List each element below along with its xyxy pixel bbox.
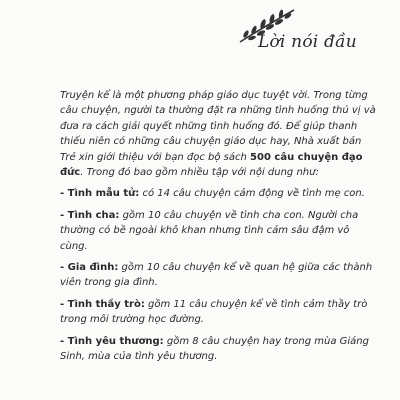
list-item: - Tình yêu thương: gồm 8 câu chuyện hay trong mùa Giáng Sinh, mùa của tình yêu thương. — [60, 335, 369, 363]
page-heading: Lời nói đầu — [258, 32, 357, 52]
list-item: - Tình mẫu tử: có 14 câu chuyện cảm động về tình mẹ con. — [60, 188, 365, 200]
list-item: - Gia đình: gồm 10 câu chuyện kể về quan hệ giữa các thành viên trong gia đình. — [60, 262, 373, 289]
preface-text — [60, 88, 378, 371]
list-item: - Tình cha: gồm 10 câu chuyện về tình cha con. Người cha thường có bề ngoài khô khan nhưng tình cảm sâu đậm vô cùng. — [60, 209, 359, 252]
book-series-title: 500 câu chuyện đạo đức — [60, 151, 363, 179]
list-item: - Tình thầy trò: gồm 11 câu chuyện kể về tình cảm thầy trò trong môi trường học đường. — [60, 298, 368, 326]
intro-paragraph: Truyện kể là một phương pháp giáo dục tuyệt vời. Trong từng câu chuyện, người ta thường đặt ra những tình huống thú vị và đưa ra cách giải quyết những tình huống đó. Để giúp thanh thiếu niên có những câu chuyện giáo dục hay, Nhà xuất bản Trẻ xin giới thiệu với bạn đọc bộ sách 500 câu chuyện đạo đức. Trong đó bao gồm nhiều tập với nội dung như: — [60, 90, 376, 179]
